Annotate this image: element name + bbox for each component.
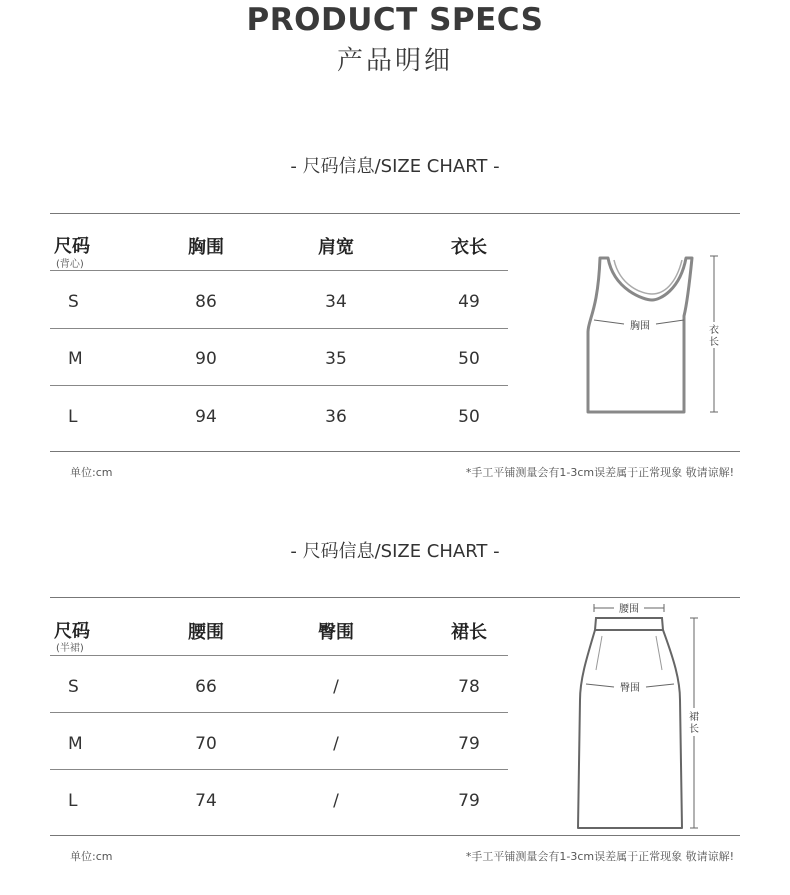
table-cell: 94 [195,407,217,427]
row-divider [50,712,508,713]
size-column-subheader: (背心) [56,259,84,270]
table-cell: 79 [458,791,480,811]
column-header-chest: 胸围 [188,237,224,258]
chest-label: 胸围 [630,321,650,332]
table-cell: 50 [458,349,480,369]
column-header-length: 衣长 [451,237,487,258]
table-cell: 34 [325,292,347,312]
row-divider [50,385,508,386]
size-column-header: 尺码 [54,621,90,642]
size-chart-title: - 尺码信息/SIZE CHART - [290,541,500,562]
tank-top-outline [588,258,692,412]
row-divider [50,328,508,329]
table-cell: 78 [458,677,480,697]
measurement-note: *手工平铺测量会有1-3cm误差属于正常现象 敬请谅解! [465,466,734,479]
column-header-waist: 腰围 [188,622,224,643]
table-row-size: S [68,292,79,312]
skirt-outline [578,630,682,828]
unit-label: 单位:cm [70,466,113,479]
row-divider [50,769,508,770]
svg-text:长: 长 [689,724,699,735]
row-divider [50,655,508,656]
waist-label: 腰围 [619,604,639,615]
column-header-shoulder: 肩宽 [318,237,354,258]
table-bottom-rule [50,835,740,836]
table-row-size: S [68,677,79,697]
table-cell: / [333,734,339,754]
page-title: PRODUCT SPECS [246,2,544,38]
skirt-waistband [595,618,663,630]
table-row-size: L [68,407,78,427]
table-cell: 35 [325,349,347,369]
table-row-size: L [68,791,78,811]
skirt-length-label: 裙 [689,712,699,723]
size-column-header: 尺码 [54,236,90,257]
table-row-size: M [68,734,83,754]
table-cell: 49 [458,292,480,312]
hip-label: 臀围 [620,683,640,694]
table-cell: 66 [195,677,217,697]
unit-label: 单位:cm [70,850,113,863]
table-top-rule [50,213,740,214]
pencil-skirt-diagram [570,600,710,834]
size-chart-title: - 尺码信息/SIZE CHART - [290,156,500,177]
svg-text:长: 长 [709,337,719,348]
tank-top-diagram [572,250,732,420]
size-column-subheader: (半裙) [56,643,84,654]
measurement-note: *手工平铺测量会有1-3cm误差属于正常现象 敬请谅解! [465,850,734,863]
table-cell: 36 [325,407,347,427]
column-header-hip: 臀围 [318,622,354,643]
row-divider [50,270,508,271]
table-cell: 86 [195,292,217,312]
page-subtitle: 产品明细 [336,46,453,76]
length-label: 衣 [709,325,719,336]
table-cell: / [333,677,339,697]
table-cell: 79 [458,734,480,754]
table-cell: 50 [458,407,480,427]
table-top-rule [50,597,740,598]
table-cell: 90 [195,349,217,369]
table-cell: 70 [195,734,217,754]
table-cell: 74 [195,791,217,811]
column-header-skirt-length: 裙长 [451,622,487,643]
table-bottom-rule [50,451,740,452]
table-row-size: M [68,349,83,369]
table-cell: / [333,791,339,811]
